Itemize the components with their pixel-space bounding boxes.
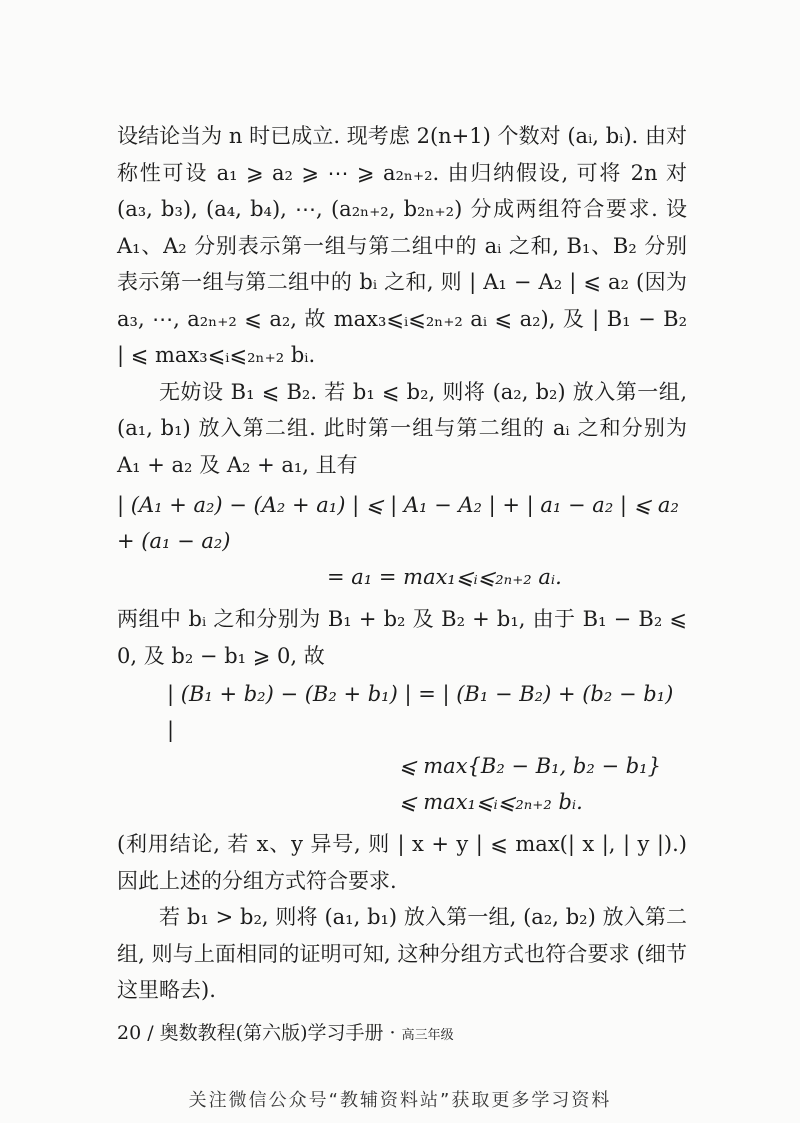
watermark-text: 关注微信公众号“教辅资料站”获取更多学习资料 (188, 1090, 612, 1111)
grade-label: 高三年级 (401, 1028, 454, 1043)
paragraph-induction-setup: 设结论当为 n 时已成立. 现考虑 2(n+1) 个数对 (aᵢ, bᵢ). 由对称性可设 a₁ ⩾ a₂ ⩾ ⋯ ⩾ a₂ₙ₊₂. 由归纳假设, 可将 2n 对 (a₃, b₃), (a₄, b₄), ⋯, (a₂ₙ₊₂, b₂ₙ₊₂) 分成两组符合要求. 设 A₁、A₂ 分别表示第一组与第二组中的 aᵢ 之和, B₁、B₂ 分别表示第一组与第二组中的 bᵢ 之和, 则 | A₁ − A₂ | ⩽ a₂ (因为 a₃, ⋯, a₂ₙ₊₂ ⩽ a₂, 故 max₃⩽ᵢ⩽₂ₙ₊₂ aᵢ ⩽ a₂), 及 | B₁ − B₂ | ⩽ max₃⩽ᵢ⩽₂ₙ₊₂ bᵢ. (117, 124, 687, 367)
equation-a-line-1: | (A₁ + a₂) − (A₂ + a₁) | ⩽ | A₁ − A₂ | + | a₁ − a₂ | ⩽ a₂ + (a₁ − a₂) (117, 493, 686, 553)
paragraph-case-b1-le-b2: 无妨设 B₁ ⩽ B₂. 若 b₁ ⩽ b₂, 则将 (a₂, b₂) 放入第一组, (a₁, b₁) 放入第二组. 此时第一组与第二组的 aᵢ 之和分别为 A₁ + a₂ 及 A₂ + a₁, 且有 (117, 379, 687, 477)
equation-b-sum (117, 676, 687, 820)
book-title: 奥数教程(第六版)学习手册 · (159, 1022, 396, 1044)
paragraph-case-b1-gt-b2: 若 b₁ > b₂, 则将 (a₁, b₁) 放入第一组, (a₂, b₂) 放入第二组, 则与上面相同的证明可知, 这种分组方式也符合要求 (细节这里略去). (117, 905, 687, 1002)
paragraph-b-sums: 两组中 bᵢ 之和分别为 B₁ + b₂ 及 B₂ + b₁, 由于 B₁ − B₂ ⩽ 0, 及 b₂ − b₁ ⩾ 0, 故 (117, 607, 687, 668)
equation-a-sum (117, 487, 687, 595)
equation-b-line-3: ⩽ max₁⩽ᵢ⩽₂ₙ₊₂ bᵢ. (399, 790, 583, 814)
page-footer (117, 1018, 454, 1045)
equation-b-line-1: | (B₁ + b₂) − (B₂ + b₁) | = | (B₁ − B₂) + (b₂ − b₁) | (167, 682, 680, 742)
page-body (117, 118, 687, 1009)
paragraph-lemma-note: (利用结论, 若 x、y 异号, 则 | x + y | ⩽ max(| x |, | y |).) 因此上述的分组方式符合要求. (117, 832, 687, 893)
equation-a-line-2: = a₁ = max₁⩽ᵢ⩽₂ₙ₊₂ aᵢ. (327, 565, 562, 589)
page-number: 20 / (117, 1022, 154, 1044)
equation-b-line-2: ⩽ max{B₂ − B₁, b₂ − b₁} (399, 754, 661, 778)
